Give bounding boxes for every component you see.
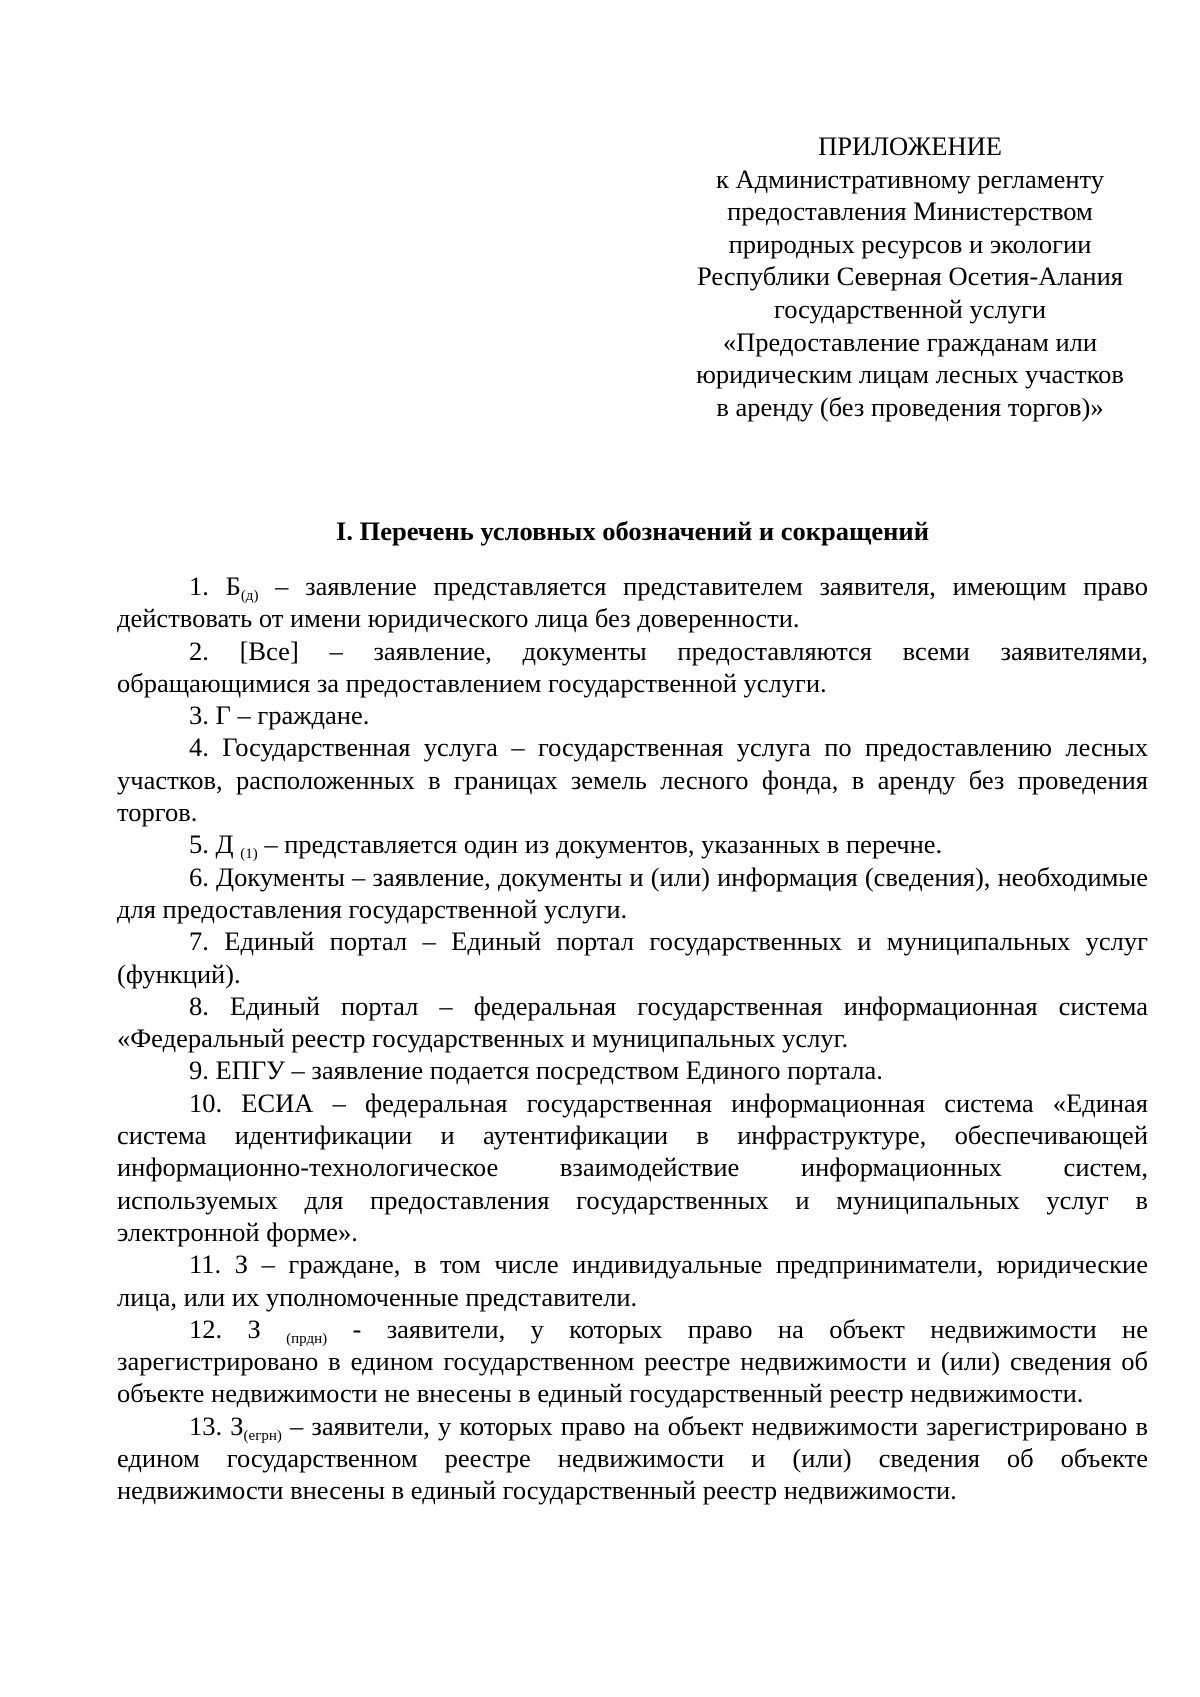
list-item (117, 861, 1148, 926)
item-number: 13. (189, 1410, 223, 1441)
item-term: Документы (216, 861, 345, 892)
item-number: 5. (189, 829, 209, 860)
appendix-line: «Предоставление гражданам или (722, 326, 1098, 357)
item-term: Единый портал (229, 990, 419, 1021)
item-text: – федеральная государственная информационная система «Единая система идентификации и аутентификации в инфраструктуре, обеспечивающей информационно-технологическое взаимодействие информационных систем, используемых для предоставления государственных и муниципальных услуг в электронной форме». (117, 1087, 1148, 1247)
item-term: Г (215, 700, 231, 731)
item-text: – Единый портал государственных и муниципальных услуг (функций). (117, 926, 1149, 989)
item-term: Д (215, 829, 234, 860)
item-text: – граждане, в том числе индивидуальные предприниматели, юридические лица, или их уполномоченные представители. (117, 1249, 1148, 1312)
item-subscript: (егрн) (243, 1427, 282, 1444)
list-item (117, 925, 1148, 990)
item-term: Б (225, 571, 241, 601)
item-number: 2. (189, 635, 209, 666)
appendix-line: ПРИЛОЖЕНИЕ (818, 131, 1002, 161)
appendix-line: государственной услуги (773, 293, 1047, 324)
list-item (117, 731, 1148, 828)
item-text: - заявители, у которых право на объект недвижимости не зарегистрировано в едином государственном реестре недвижимости и (или) сведения об объекте недвижимости не внесены в единый государственный реестр недвижимости. (117, 1313, 1149, 1409)
section-title: I. Перечень условных обозначений и сокращений (336, 516, 929, 546)
list-item (117, 1313, 1148, 1410)
item-number: 12. (189, 1313, 223, 1344)
item-term: З (247, 1313, 261, 1344)
item-term: З (230, 1410, 244, 1441)
list-item (117, 990, 1148, 1055)
list-item (117, 1410, 1148, 1507)
item-text: – государственная услуга по предоставлению лесных участков, расположенных в границах земель лесного фонда, в аренду без проведения торгов. (117, 732, 1149, 828)
item-number: 3. (189, 700, 209, 731)
list-item (117, 1054, 1148, 1086)
list-item (117, 828, 1148, 863)
appendix-header (670, 130, 1150, 423)
item-text: – представляется один из документов, указанных в перечне. (257, 829, 943, 860)
appendix-line: предоставления Министерством (727, 196, 1093, 227)
appendix-line: юридическим лицам лесных участков (696, 359, 1124, 390)
item-subscript: (1) (240, 846, 258, 863)
item-term: Единый портал (224, 926, 408, 957)
item-text: – заявление, документы предоставляются всеми заявителями, обращающимися за предоставлением государственной услуги. (117, 635, 1148, 698)
list-item (117, 570, 1148, 635)
item-number: 4. (189, 732, 209, 763)
item-text: – заявители, у которых право на объект недвижимости зарегистрировано в едином государственном реестре недвижимости и (или) сведения об объекте недвижимости внесены в единый государственный реестр недвижимости. (117, 1410, 1149, 1506)
item-number: 8. (189, 990, 209, 1021)
item-number: 9. (189, 1055, 209, 1086)
item-text: – заявление подается посредством Единого портала. (284, 1055, 883, 1086)
list-item (117, 1248, 1148, 1313)
item-number: 10. (189, 1087, 223, 1118)
appendix-line: природных ресурсов и экологии (728, 228, 1092, 259)
list-item (117, 699, 1148, 731)
item-term: З (234, 1249, 248, 1280)
item-text: – федеральная государственная информационная система «Федеральный реестр государственных и муниципальных услуг. (117, 990, 1148, 1054)
appendix-line: Республики Северная Осетия-Алания (697, 261, 1123, 292)
item-number: 6. (189, 861, 209, 892)
appendix-line: в аренду (без проведения торгов)» (716, 391, 1104, 422)
item-subscript: (прдн) (286, 1330, 328, 1347)
item-number: 7. (189, 926, 209, 957)
item-number: 11. (189, 1249, 222, 1280)
item-subscript: (д) (240, 588, 259, 604)
item-text: – граждане. (230, 700, 370, 731)
item-text: – заявление, документы и (или) информация (сведения), необходимые для предоставления государственной услуги. (117, 861, 1148, 924)
appendix-line: к Административному регламенту (716, 163, 1104, 194)
item-text: – заявление представляется представителем заявителя, имеющим право действовать от имени юридического лица без доверенности. (117, 571, 1149, 634)
abbreviations-list (117, 570, 1148, 1507)
item-term: [Все] (239, 635, 299, 666)
list-item (117, 1087, 1148, 1248)
item-term: ЕСИА (241, 1087, 314, 1118)
item-number: 1. (189, 571, 209, 601)
item-term: Государственная услуга (222, 732, 498, 763)
list-item (117, 635, 1148, 700)
item-term: ЕПГУ (215, 1055, 285, 1086)
